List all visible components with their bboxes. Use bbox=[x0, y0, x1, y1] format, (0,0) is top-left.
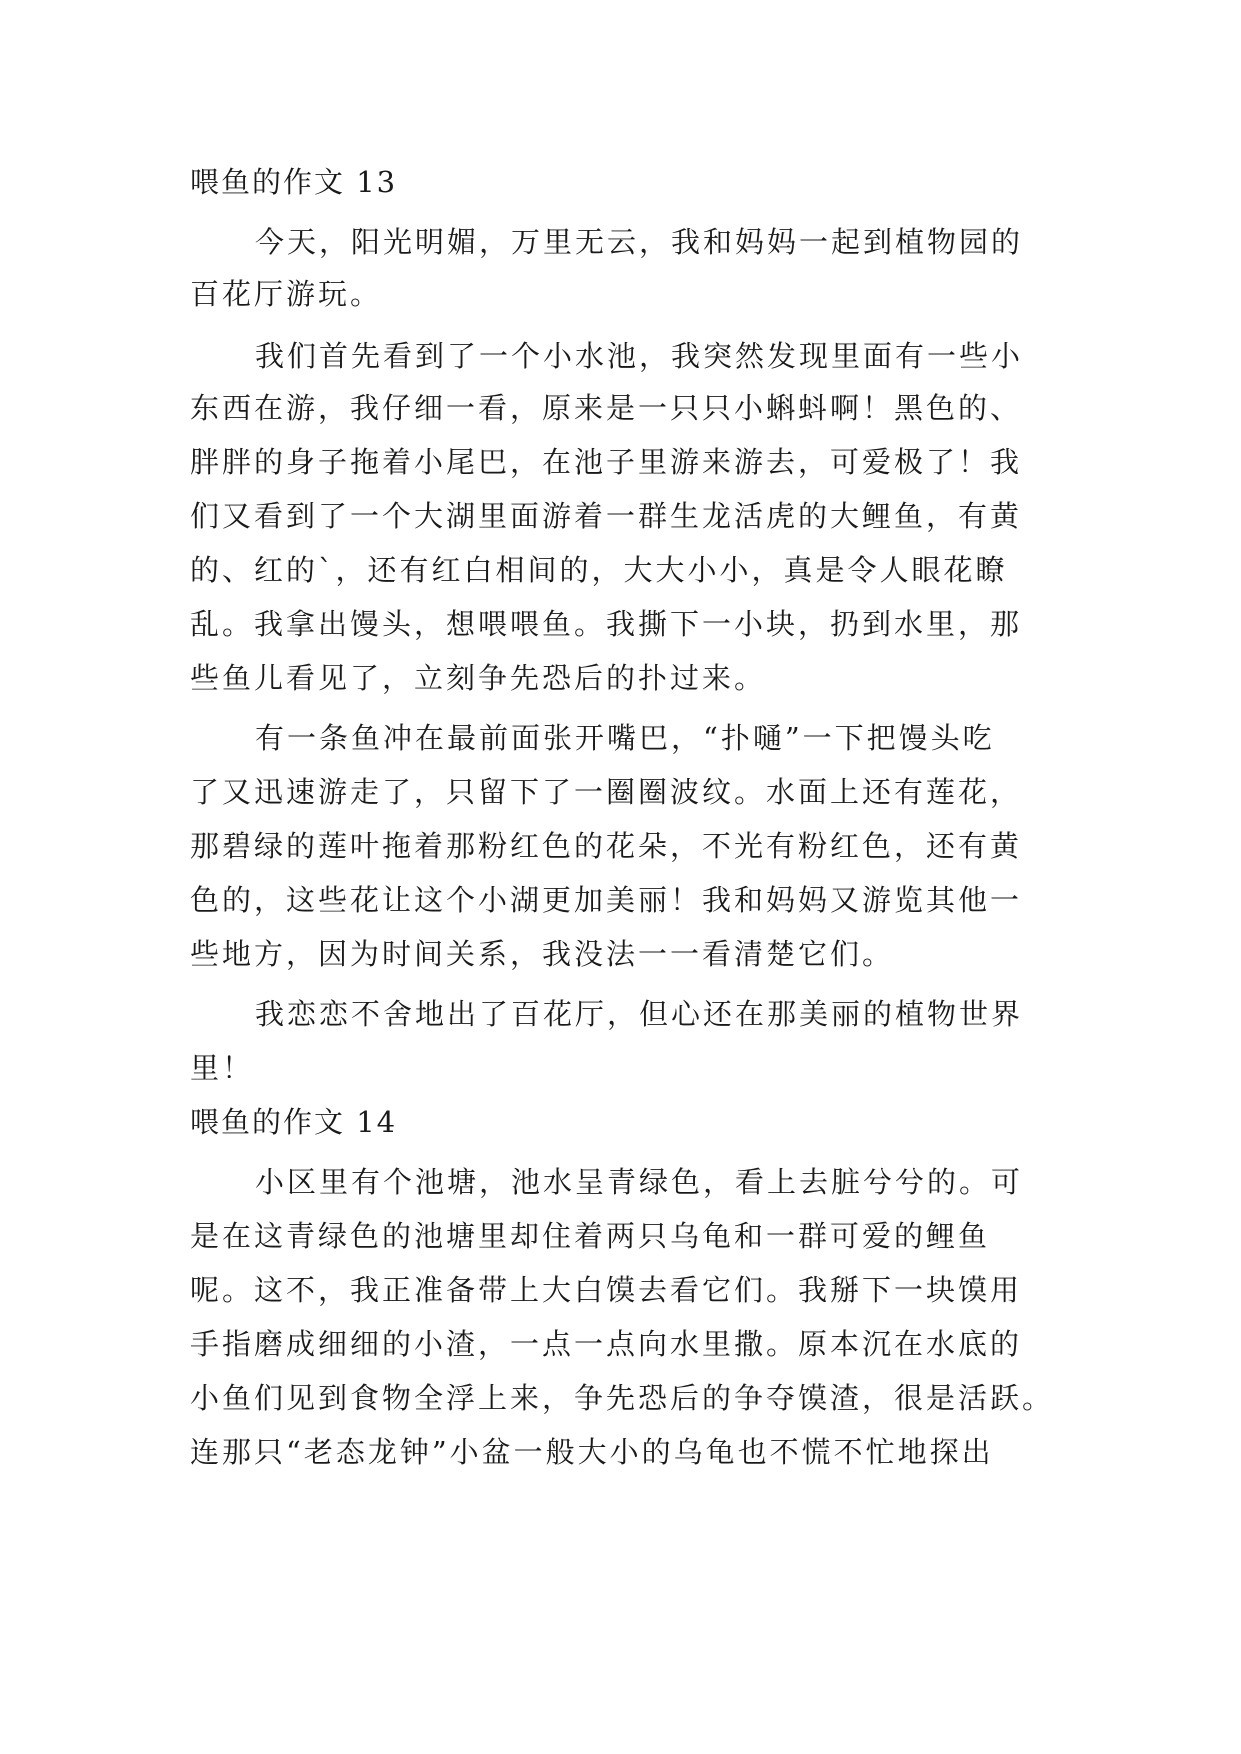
paragraph-line: 的、红的`，还有红白相间的，大大小小，真是令人眼花瞭 bbox=[190, 553, 1008, 587]
paragraph-line: 连那只“老态龙钟”小盆一般大小的乌龟也不慌不忙地探出 bbox=[190, 1435, 994, 1469]
paragraph-line: 东西在游，我仔细一看，原来是一只只小蝌蚪啊！黑色的、 bbox=[190, 391, 1023, 425]
paragraph-line: 乱。我拿出馒头，想喂喂鱼。我撕下一小块，扔到水里，那 bbox=[190, 607, 1023, 641]
paragraph-line: 里！ bbox=[190, 1051, 255, 1085]
paragraph-line: 了又迅速游走了，只留下了一圈圈波纹。水面上还有莲花， bbox=[190, 775, 1023, 809]
paragraph-line: 我恋恋不舍地出了百花厅，但心还在那美丽的植物世界 bbox=[255, 997, 1024, 1031]
paragraph-line: 今天，阳光明媚，万里无云，我和妈妈一起到植物园的 bbox=[255, 225, 1024, 259]
essay-14-title: 喂鱼的作文 14 bbox=[190, 1105, 398, 1139]
paragraph-line: 些鱼儿看见了，立刻争先恐后的扑过来。 bbox=[190, 661, 767, 695]
paragraph-line: 有一条鱼冲在最前面张开嘴巴，“扑嗵”一下把馒头吃 bbox=[255, 721, 995, 755]
paragraph-line: 我们首先看到了一个小水池，我突然发现里面有一些小 bbox=[255, 339, 1024, 373]
paragraph-line: 小鱼们见到食物全浮上来，争先恐后的争夺馍渣，很是活跃。 bbox=[190, 1381, 1055, 1415]
paragraph-line: 小区里有个池塘，池水呈青绿色，看上去脏兮兮的。可 bbox=[255, 1165, 1024, 1199]
paragraph-line: 些地方，因为时间关系，我没法一一看清楚它们。 bbox=[190, 937, 895, 971]
paragraph-line: 是在这青绿色的池塘里却住着两只乌龟和一群可爱的鲤鱼 bbox=[190, 1219, 991, 1253]
paragraph-line: 手指磨成细细的小渣，一点一点向水里撒。原本沉在水底的 bbox=[190, 1327, 1023, 1361]
essay-13-title: 喂鱼的作文 13 bbox=[190, 165, 398, 199]
paragraph-line: 胖胖的身子拖着小尾巴，在池子里游来游去，可爱极了！我 bbox=[190, 445, 1023, 479]
paragraph-line: 色的，这些花让这个小湖更加美丽！我和妈妈又游览其他一 bbox=[190, 883, 1023, 917]
paragraph-line: 那碧绿的莲叶拖着那粉红色的花朵，不光有粉红色，还有黄 bbox=[190, 829, 1023, 863]
paragraph-line: 百花厅游玩。 bbox=[190, 277, 383, 311]
paragraph-line: 们又看到了一个大湖里面游着一群生龙活虎的大鲤鱼，有黄 bbox=[190, 499, 1023, 533]
paragraph-line: 呢。这不，我正准备带上大白馍去看它们。我掰下一块馍用 bbox=[190, 1273, 1023, 1307]
